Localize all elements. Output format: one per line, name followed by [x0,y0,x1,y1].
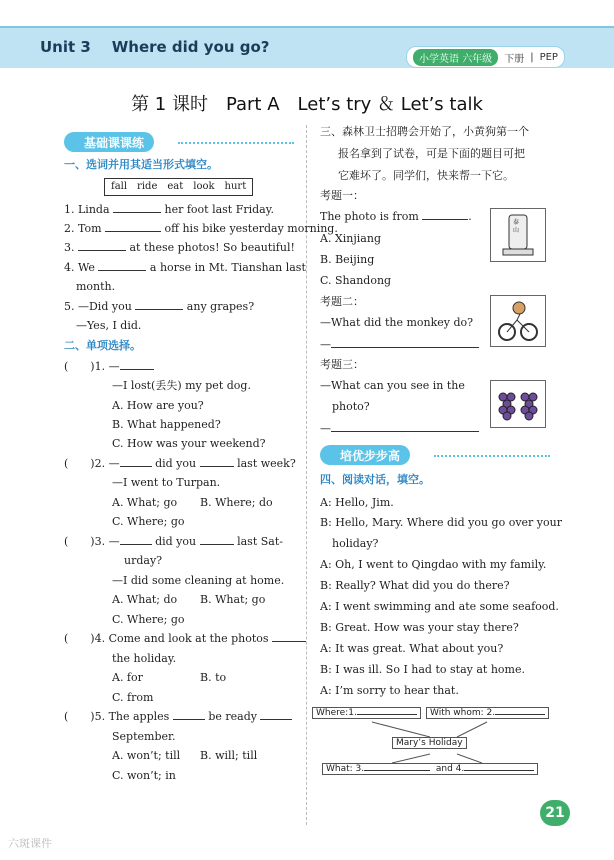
blank[interactable] [495,714,545,715]
where-box [312,707,421,719]
with-whom-box [426,707,549,719]
blank[interactable] [78,250,126,251]
blank[interactable] [464,770,534,771]
q3-num: ( )3. — [64,535,120,548]
grade: 六年级 [462,53,493,65]
watermark-text: 六斑课件 [8,837,52,850]
blank[interactable] [120,544,152,545]
q2-line2: —I went to Turpan. [112,476,221,489]
with-label: With whom: 2. [430,708,496,718]
t1-option-a[interactable]: A. Xinjiang [320,232,381,245]
t1-label: 考题一： [320,189,364,202]
dialog-4: B: Really? What did you do there? [320,579,510,592]
unit-title [40,38,270,56]
t1-question: The photo is from . [320,210,472,223]
s1-item-4-cont: month. [76,280,116,293]
dialog-6: B: Great. How was your stay there? [320,621,519,634]
t2-question: —What did the monkey do? [320,316,474,329]
dialog-3: A: Oh, I went to Qingdao with my family. [320,558,547,571]
monkey-bike-picture [490,295,546,347]
q2-num: ( )2. — [64,457,120,470]
what-box [322,763,538,775]
page-number: 21 [540,800,570,826]
q1-option-a[interactable]: A. How are you? [112,399,204,412]
s1-4a: 4. We [64,261,95,274]
q5-option-c[interactable]: C. won’t; in [112,769,176,782]
blank[interactable] [422,219,468,220]
t2-dash: — [320,338,331,351]
t1-option-c[interactable]: C. Shandong [320,274,392,287]
subject: 小学英语 [419,53,459,65]
stele-picture [490,208,546,262]
s1-4b: a horse in Mt. Tianshan last [149,261,306,274]
book-info-subject-grade [413,49,498,66]
word-box: fall ride eat look hurt [104,178,253,196]
edition: PEP [539,51,558,63]
q3-line2: —I did some cleaning at home. [112,574,285,587]
blank[interactable] [331,431,479,432]
s1-3b: at these photos! So beautiful! [129,241,295,254]
section-1-heading: 一、选词并用其适当形式填空。 [64,158,218,171]
q5-cont: September. [112,730,176,743]
blank[interactable] [260,719,292,720]
t3-dash: — [320,422,331,435]
q1-option-b[interactable]: B. What happened? [112,418,221,431]
q4-option-b[interactable]: B. to [200,671,227,684]
blank[interactable] [331,347,479,348]
s1-item-5 [64,297,254,316]
q1-num: ( )1. — [64,360,120,373]
blank[interactable] [364,770,430,771]
q5-option-b[interactable]: B. will; till [200,749,258,762]
q1-line2: —I lost(丢失) my pet dog. [112,379,251,392]
q4-option-a[interactable]: A. for [112,671,143,684]
s1-5b: any grapes? [186,300,255,313]
blank[interactable] [173,719,205,720]
advanced-banner [320,445,410,465]
q1-stem [64,357,154,376]
section-2-heading: 二、单项选择。 [64,339,141,352]
s1-1a: 1. Linda [64,203,110,216]
dialog-8: B: I was ill. So I had to stay at home. [320,663,525,676]
t3-question: —What can you see in the [320,379,465,392]
q4-option-c[interactable]: C. from [112,691,154,704]
t1-option-b[interactable]: B. Beijing [320,253,375,266]
s1-item-5-answer: —Yes, I did. [76,319,142,332]
s1-1b: her foot last Friday. [164,203,274,216]
unit-number: Unit 3 [40,38,91,56]
where-label: Where:1. [316,708,357,718]
q3-end: last Sat- [237,535,283,548]
s1-item-4 [64,258,306,277]
s3-intro-2: 报名拿到了试卷，可是下面的题目可把 [338,147,525,160]
lesson-title: 第 1 课时 Part A Let’s try ＆ Let’s talk [131,94,483,115]
blank[interactable] [120,466,152,467]
dialog-7: A: It was great. What about you? [320,642,504,655]
blank[interactable] [200,466,234,467]
dialog-2-cont: holiday? [332,537,379,550]
what-label: What: 3. [326,764,365,774]
blank[interactable] [272,641,306,642]
q2-option-c[interactable]: C. Where; go [112,515,185,528]
t2-label: 考题二： [320,295,364,308]
section-4-heading: 四、阅读对话，填空。 [320,473,430,486]
q3-mid: did you [155,535,197,548]
q4-cont: the holiday. [112,652,177,665]
grapes-icon [491,381,545,427]
q3-option-a[interactable]: A. What; do [112,593,178,606]
t3-label: 考题三： [320,358,364,371]
t3-answer [320,419,479,438]
basic-practice-banner [64,132,154,152]
q5-stem [64,707,292,726]
blank[interactable] [200,544,234,545]
q5-option-a[interactable]: A. won’t; till [112,749,181,762]
q2-stem [64,454,296,473]
banner-text: 培优步步高 [340,448,401,463]
center-box: Mary’s Holiday [392,737,467,749]
blank[interactable] [357,714,417,715]
q2-option-b[interactable]: B. Where; do [200,496,273,509]
s1-5a: 5. —Did you [64,300,132,313]
monkey-bike-icon [491,296,545,346]
dialog-2: B: Hello, Mary. Where did you go over your [320,516,562,529]
s3-intro-3: 它难坏了。同学们，快来帮一下它。 [338,169,514,182]
blank[interactable] [105,231,161,232]
t2-answer [320,335,479,354]
q1-option-c[interactable]: C. How was your weekend? [112,437,266,450]
stele-text: 泰山 [513,219,520,234]
t3-cont: photo? [332,400,370,413]
s1-item-1 [64,200,274,219]
unit-name: Where did you go? [111,38,270,56]
dialog-5: A: I went swimming and ate some seafood. [320,600,559,613]
q3-option-b[interactable]: B. What; go [200,593,266,606]
q2-option-a[interactable]: A. What; go [112,496,178,509]
and-label: and 4. [435,764,465,774]
s1-item-2 [64,219,338,238]
s3-intro-1: 三、森林卫士招聘会开始了，小黄狗第一个 [320,125,529,138]
blank[interactable] [113,212,161,213]
q2-end: last week? [237,457,296,470]
book-info: 小学英语 六年级 下册 | PEP [406,46,565,68]
s1-2b: off his bike yesterday morning. [164,222,338,235]
q5-num: ( )5. The apples [64,710,170,723]
banner-dots [178,142,294,144]
s1-2a: 2. Tom [64,222,102,235]
banner-dots [434,455,550,457]
q4-num: ( )4. Come and look at the photos [64,632,269,645]
blank[interactable] [135,309,183,310]
q3-cont: urday? [124,554,163,567]
q3-option-c[interactable]: C. Where; go [112,613,185,626]
banner-text: 基础课课练 [84,135,145,150]
dialog-9: A: I’m sorry to hear that. [320,684,459,697]
q4-stem [64,629,306,648]
q5-mid: be ready [208,710,257,723]
stele-icon [491,209,545,261]
q2-mid: did you [155,457,197,470]
blank[interactable] [98,270,146,271]
grapes-picture [490,380,546,428]
t1-q: The photo is from [320,210,419,223]
dialog-1: A: Hello, Jim. [320,496,394,509]
q3-stem [64,532,283,551]
s1-item-3 [64,238,295,257]
blank[interactable] [120,369,154,370]
s1-3a: 3. [64,241,75,254]
volume: 下册 [504,53,525,65]
